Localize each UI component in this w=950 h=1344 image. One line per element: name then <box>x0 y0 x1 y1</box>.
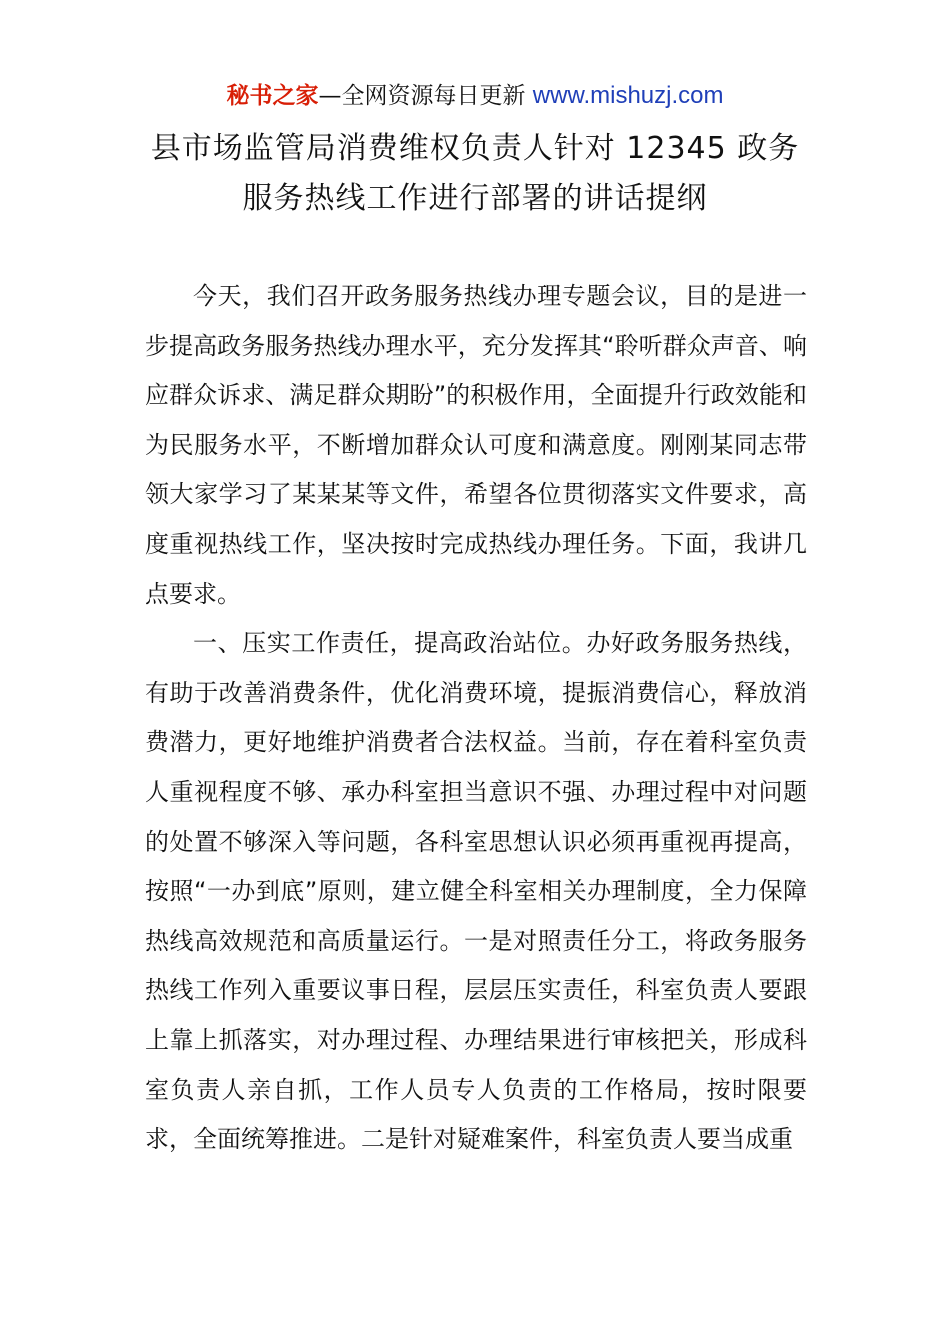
site-tagline: —全网资源每日更新 <box>318 83 533 109</box>
site-brand: 秘书之家 <box>226 83 319 109</box>
site-header <box>0 80 950 112</box>
document-title <box>120 124 830 224</box>
paragraph-intro: 今天，我们召开政务服务热线办理专题会议，目的是进一步提高政务服务热线办理水平，充分发挥其“聆听群众声音、响应群众诉求、满足群众期盼”的积极作用，全面提升行政效能和为民服务水平，不断增加群众认可度和满意度。刚刚某同志带领大家学习了某某某等文件，希望各位贯彻落实文件要求，高度重视热线工作，坚决按时完成热线办理任务。下面，我讲几点要求。 <box>145 282 807 608</box>
paragraph-section-1: 一、压实工作责任，提高政治站位。办好政务服务热线，有助于改善消费条件，优化消费环境，提振消费信心，释放消费潜力，更好地维护消费者合法权益。当前，存在着科室负责人重视程度不够、承办科室担当意识不强、办理过程中对问题的处置不够深入等问题，各科室思想认识必须再重视再提高，按照“一办到底”原则，建立健全科室相关办理制度，全力保障热线高效规范和高质量运行。一是对照责任分工，将政务服务热线工作列入重要议事日程，层层压实责任，科室负责人要跟上靠上抓落实，对办理过程、办理结果进行审核把关，形成科室负责人亲自抓，工作人员专人负责的工作格局，按时限要求，全面统筹推进。二是针对疑难案件，科室负责人要当成重 <box>145 629 807 1154</box>
title-line-1: 县市场监管局消费维权负责人针对 12345 政务 <box>150 131 800 166</box>
site-url-link[interactable]: www.mishuzj.com <box>532 82 724 109</box>
title-line-2: 服务热线工作进行部署的讲话提纲 <box>242 181 708 216</box>
document-body <box>145 272 807 1165</box>
